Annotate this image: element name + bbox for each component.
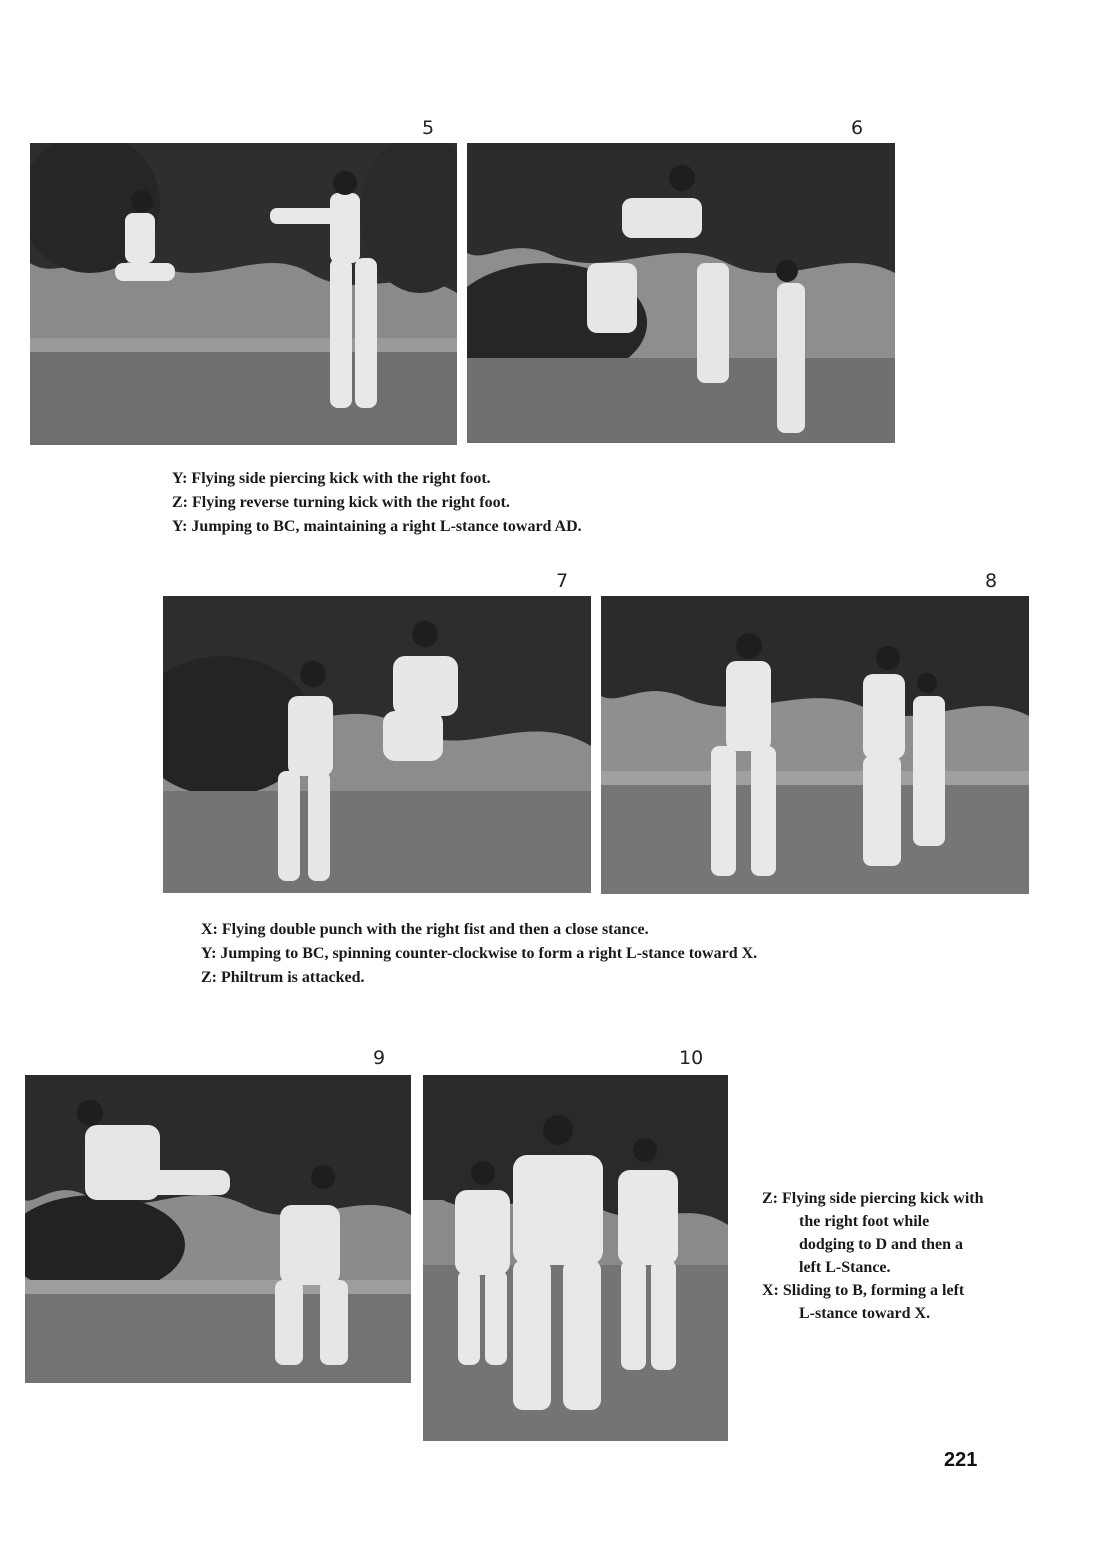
caption-line: X: Sliding to B, forming a left L-stance toward X. [762, 1282, 965, 1322]
caption-group-3 [762, 1187, 984, 1325]
figure-number-5: 5 [422, 117, 435, 139]
photo-figure-8 [601, 596, 1029, 894]
figure-number-10: 10 [679, 1047, 704, 1069]
figure-number-9: 9 [373, 1047, 386, 1069]
caption-group-1 [172, 467, 582, 539]
caption-line: Y: Jumping to BC, maintaining a right L-stance toward AD. [172, 518, 582, 535]
caption-line: Z: Flying reverse turning kick with the right foot. [172, 494, 510, 511]
caption-group-2 [201, 918, 757, 990]
figure-number-8: 8 [985, 570, 998, 592]
figure-number-6: 6 [851, 117, 864, 139]
caption-line: X: Flying double punch with the right fist and then a close stance. [201, 921, 649, 938]
figure-number-7: 7 [556, 570, 569, 592]
caption-line: Z: Philtrum is attacked. [201, 969, 365, 986]
caption-line: Y: Jumping to BC, spinning counter-clockwise to form a right L-stance toward X. [201, 945, 758, 962]
photo-figure-10 [423, 1075, 728, 1441]
caption-line: Z: Flying side piercing kick with the right foot while dodging to D and then a left L-Stance. [762, 1190, 984, 1276]
photo-figure-9 [25, 1075, 411, 1383]
page-number: 221 [944, 1449, 978, 1471]
photo-figure-7 [163, 596, 591, 893]
photo-figure-5 [30, 143, 457, 445]
photo-figure-6 [467, 143, 895, 443]
caption-line: Y: Flying side piercing kick with the right foot. [172, 470, 491, 487]
